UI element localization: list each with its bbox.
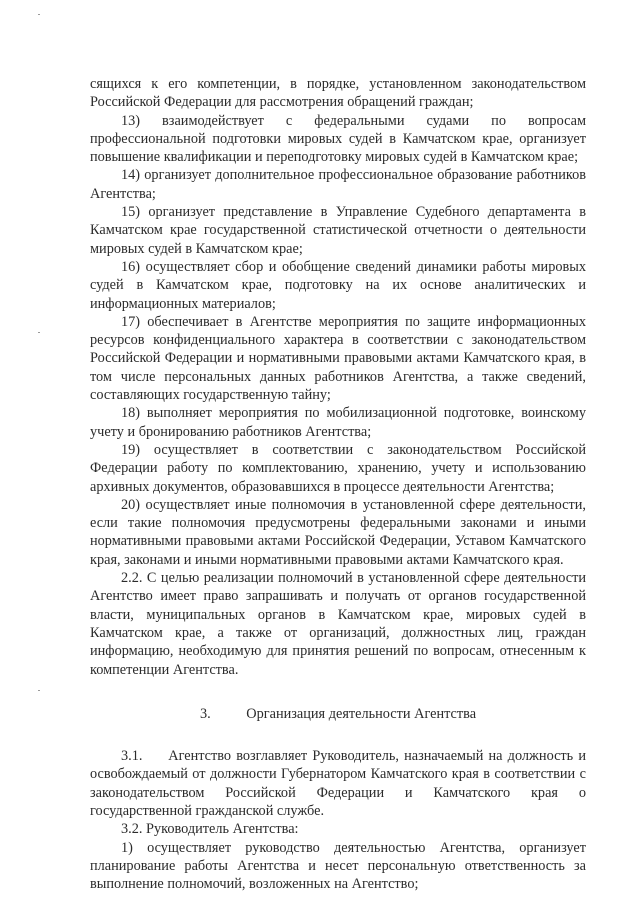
section-number: 3. [199,705,211,722]
list-item-16: 16) осуществляет сбор и обобщение сведений динамики работы мировых судей в Камчатском крае, подготовку на их основе аналитических и информационных материалов; [90,258,586,312]
list-item-17: 17) обеспечивает в Агентстве мероприятия по защите информационных ресурсов конфиденциального характера в соответствии с законодательством Российской Федерации и нормативными правовыми актами Камчатского края, в том числе персональных данных работников Агентства, а также сведений, составляющих государственную тайну; [90,313,586,404]
clause-2-2: 2.2. С целью реализации полномочий в установленной сфере деятельности Агентство имеет право запрашивать и получать от органов государственной власти, муниципальных органов в Камчатском крае, мировых судей в Камчатском крае, а также от организаций, должностных лиц, граждан информацию, необходимую для принятия решений по вопросам, отнесенным к компетенции Агентства. [90,570,586,678]
paragraph-continuation: сящихся к его компетенции, в порядке, установленном законодательством Российской Федерации для рассмотрения обращений граждан; [90,76,586,111]
scan-mark [38,14,40,15]
clause-3-1: 3.1. Агентство возглавляет Руководитель, назначаемый на должность и освобождаемый от должности Губернатором Камчатского края в соответствии с законодательством Российской Федерации и Камчатского края о государственной гражданской службе. [90,748,590,819]
list-item-19: 19) осуществляет в соответствии с законодательством Российской Федерации работу по комплектованию, хранению, учету и использованию архивных документов, образовавшихся в процессе деятельности Агентства; [90,441,586,495]
list-item-14: 14) организует дополнительное профессиональное образование работников Агентства; [90,167,586,202]
scan-mark [38,690,40,691]
scan-mark [38,332,40,333]
list-item-13: 13) взаимодействует с федеральными судами по вопросам профессиональной подготовки мировых судей в Камчатском крае, организует повышение квалификации и переподготовку мировых судей в Камчатском крае; [90,112,586,166]
clause-3-2-item-1: 1) осуществляет руководство деятельностью Агентства, организует планирование работы Агентства и несет персональную ответственность за выполнение полномочий, возложенных на Агентство; [90,839,586,893]
clause-3-2: 3.2. Руководитель Агентства: [121,821,299,838]
section-heading [90,705,586,723]
list-item-15: 15) организует представление в Управление Судебного департамента в Камчатском крае государственной статистической отчетности о деятельности мировых судей в Камчатском крае; [90,204,586,257]
list-item-20: 20) осуществляет иные полномочия в установленной сфере деятельности, если такие полномочия предусмотрены федеральными законами и иными нормативными правовыми актами Российской Федерации, Уставом Камчатского края, законами и иными нормативными правовыми актами Камчатского края. [90,496,586,568]
list-item-18: 18) выполняет мероприятия по мобилизационной подготовке, воинскому учету и бронированию работников Агентства; [90,405,586,440]
section-title: Организация деятельности Агентства [246,705,477,722]
document-body [90,75,590,893]
